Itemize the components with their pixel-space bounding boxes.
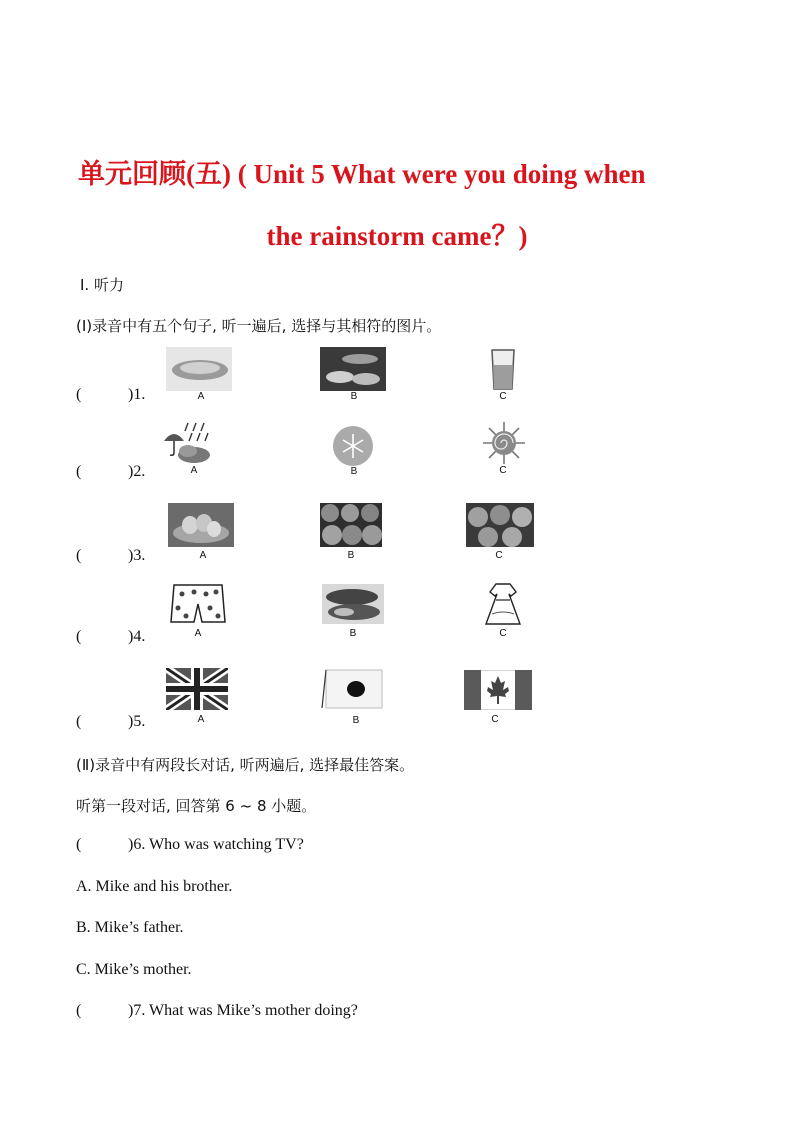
q6-option-a[interactable]: A. Mike and his brother.: [76, 878, 233, 895]
answer-blank[interactable]: (: [76, 836, 82, 853]
plate-icon[interactable]: [166, 347, 232, 391]
answer-blank[interactable]: (: [76, 1002, 82, 1019]
option-caption: A: [190, 465, 198, 476]
dress-icon[interactable]: [478, 582, 528, 626]
question-number: 5.: [133, 713, 146, 730]
oranges-icon[interactable]: [320, 503, 382, 547]
part2-instruction: (Ⅱ)录音中有两段长对话, 听两遍后, 选择最佳答案。: [76, 756, 415, 774]
option-caption: A: [199, 550, 207, 561]
question-number: 1.: [133, 386, 146, 403]
section-heading: Ⅰ. 听力: [80, 276, 124, 294]
option-caption: B: [350, 466, 358, 477]
question-stem: 7. What was Mike’s mother doing?: [133, 1002, 358, 1019]
option-caption: C: [499, 391, 507, 402]
question-number: 3.: [133, 547, 146, 564]
question-stem: 6. Who was watching TV?: [133, 836, 304, 853]
option-caption: C: [499, 628, 507, 639]
rain-umbrella-icon[interactable]: [160, 421, 216, 465]
shorts-icon[interactable]: [168, 582, 228, 626]
question-7: ( )7. What was Mike’s mother doing?: [76, 1002, 358, 1019]
option-caption: C: [499, 465, 507, 476]
answer-blank[interactable]: (: [76, 547, 82, 564]
snowflake-icon[interactable]: [330, 424, 376, 468]
option-caption: C: [495, 550, 503, 561]
dialogue1-instruction: 听第一段对话, 回答第 6 ~ 8 小题。: [76, 797, 317, 815]
answer-blank[interactable]: (: [76, 713, 82, 730]
option-caption: B: [347, 550, 355, 561]
option-caption: A: [197, 714, 205, 725]
pears-icon[interactable]: [168, 503, 234, 547]
option-caption: B: [349, 628, 357, 639]
japan-flag-icon[interactable]: [320, 668, 384, 710]
option-caption: C: [491, 714, 499, 725]
canada-flag-icon[interactable]: [464, 670, 532, 710]
glass-of-water-icon[interactable]: [478, 347, 528, 391]
option-caption: B: [350, 391, 358, 402]
answer-blank[interactable]: (: [76, 628, 82, 645]
uk-flag-icon[interactable]: [166, 668, 228, 710]
option-caption: B: [352, 715, 360, 726]
answer-blank[interactable]: (: [76, 386, 82, 403]
apples-icon[interactable]: [466, 503, 534, 547]
page-title-line2: the rainstorm came？): [266, 221, 528, 251]
option-caption: A: [194, 628, 202, 639]
question-number: 2.: [133, 463, 146, 480]
question-number: 4.: [133, 628, 146, 645]
option-caption: A: [197, 391, 205, 402]
answer-blank[interactable]: (: [76, 463, 82, 480]
page-title-line1: 单元回顾(五) ( Unit 5 What were you doing when: [78, 159, 646, 189]
q6-option-c[interactable]: C. Mike’s mother.: [76, 961, 192, 978]
q6-option-b[interactable]: B. Mike’s father.: [76, 919, 184, 936]
shoes-icon[interactable]: [322, 584, 384, 624]
question-6: ( )6. Who was watching TV?: [76, 836, 304, 853]
part1-instruction: (Ⅰ)录音中有五个句子, 听一遍后, 选择与其相符的图片。: [76, 317, 442, 335]
dishes-icon[interactable]: [320, 347, 386, 391]
sun-icon[interactable]: [480, 421, 528, 465]
